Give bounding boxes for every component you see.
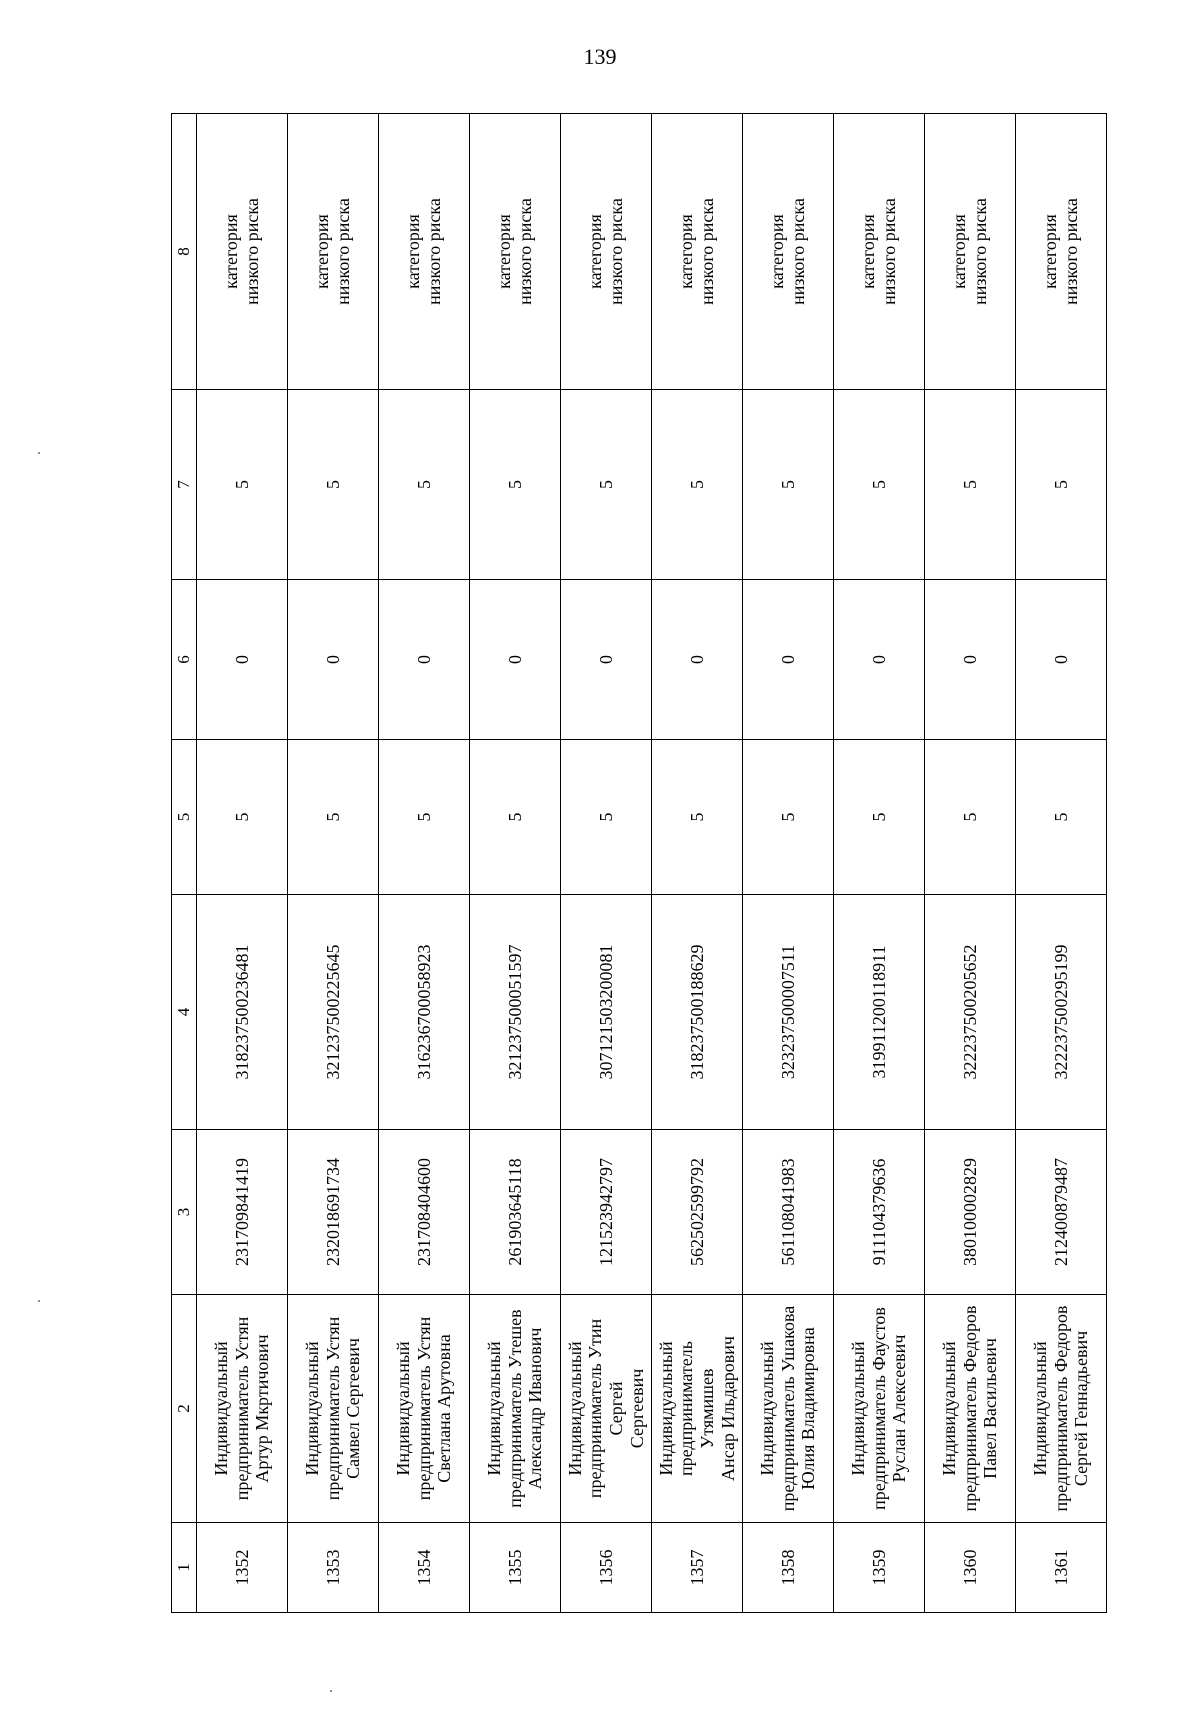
table-row (834, 114, 925, 1613)
column-5-cell-text: 5 (1050, 812, 1071, 822)
ogrnip-cell (561, 895, 652, 1130)
inn-cell (1016, 1130, 1107, 1295)
column-7-cell-text: 5 (413, 480, 434, 489)
risk-category-cell-text: низкого риска (606, 198, 626, 305)
inn-cell-text: 561108041983 (777, 1158, 798, 1266)
entrepreneur-name-cell-text: предприниматель Устян (231, 1316, 252, 1501)
entrepreneur-name-cell-text: Индивидуальный (847, 1341, 868, 1476)
inn-cell (652, 1130, 743, 1295)
row-number-cell (561, 1523, 652, 1613)
entrepreneur-name-cell-text: предприниматель Устян (413, 1316, 434, 1501)
table-row (743, 114, 834, 1613)
column-5-cell-text: 5 (868, 812, 889, 822)
column-5-cell-text: 5 (504, 812, 525, 822)
column-7-cell (925, 390, 1016, 580)
risk-category-cell (470, 114, 561, 390)
ogrnip-cell (288, 895, 379, 1130)
registry-table-body (197, 114, 1107, 1613)
row-number-cell (197, 1523, 288, 1613)
entrepreneur-name-cell-text: предприниматель Утешев (504, 1309, 525, 1508)
column-5-cell-text: 5 (322, 812, 343, 822)
entrepreneur-name-cell (379, 1295, 470, 1523)
column-header: 5 (172, 740, 197, 895)
entrepreneur-name-cell-text: Юлия Владимировна (798, 1327, 819, 1490)
entrepreneur-name-cell (470, 1295, 561, 1523)
risk-category-cell (743, 114, 834, 390)
ogrnip-cell (379, 895, 470, 1130)
column-header: 1 (172, 1523, 197, 1613)
column-7-cell (197, 390, 288, 580)
inn-cell-text: 562502599792 (686, 1158, 707, 1266)
table-row (561, 114, 652, 1613)
entrepreneur-name-cell-text: Индивидуальный (210, 1341, 231, 1476)
inn-cell-text: 212400879487 (1050, 1158, 1071, 1266)
inn-cell (834, 1130, 925, 1295)
registry-table-frame (171, 114, 1107, 1613)
column-7-cell (652, 390, 743, 580)
risk-category-cell-text: категория (403, 214, 424, 289)
entrepreneur-name-cell-text: предприниматель Утин Сергей (585, 1318, 626, 1499)
ogrnip-cell (1016, 895, 1107, 1130)
row-number-cell (925, 1523, 1016, 1613)
column-5-cell-text: 5 (959, 812, 980, 822)
inn-cell (288, 1130, 379, 1295)
risk-category-cell (197, 114, 288, 390)
ogrnip-cell-text: 316236700058923 (413, 944, 434, 1080)
column-6-cell-text: 0 (504, 655, 525, 664)
ogrnip-cell-text: 323237500007511 (777, 944, 798, 1080)
ogrnip-cell-text: 321237500051597 (504, 944, 525, 1080)
column-5-cell-text: 5 (231, 812, 252, 822)
entrepreneur-name-cell-text: Самвел Сергеевич (343, 1338, 364, 1479)
column-header: 4 (172, 895, 197, 1130)
page-number: 139 (583, 44, 617, 69)
row-number-cell (834, 1523, 925, 1613)
row-number-cell (743, 1523, 834, 1613)
column-6-cell (288, 580, 379, 740)
risk-category-cell-text: категория (676, 214, 697, 289)
inn-cell-text: 232018691734 (322, 1158, 343, 1266)
risk-category-cell-text: категория (221, 214, 242, 289)
column-6-cell (925, 580, 1016, 740)
column-5-cell-text: 5 (413, 812, 434, 822)
entrepreneur-name-cell (743, 1295, 834, 1523)
entrepreneur-name-cell-text: Индивидуальный (1029, 1341, 1050, 1476)
column-5-cell (834, 740, 925, 895)
entrepreneur-name-cell-text: предприниматель Фаустов (868, 1307, 889, 1510)
column-6-cell-text: 0 (231, 655, 252, 664)
column-7-cell-text: 5 (231, 480, 252, 489)
entrepreneur-name-cell (288, 1295, 379, 1523)
column-6-cell (470, 580, 561, 740)
entrepreneur-name-cell-text: Индивидуальный (756, 1341, 777, 1476)
column-7-cell-text: 5 (686, 480, 707, 489)
risk-category-cell-text: низкого риска (515, 198, 535, 305)
column-header: 2 (172, 1295, 197, 1523)
ogrnip-cell (197, 895, 288, 1130)
column-6-cell-text: 0 (1050, 655, 1071, 664)
risk-category-cell (379, 114, 470, 390)
risk-category-cell-text: низкого риска (424, 198, 444, 305)
entrepreneur-name-cell (561, 1295, 652, 1523)
column-6-cell (652, 580, 743, 740)
entrepreneur-name-cell-text: Индивидуальный (483, 1341, 504, 1476)
risk-category-cell (288, 114, 379, 390)
entrepreneur-name-cell (652, 1295, 743, 1523)
column-7-cell-text: 5 (868, 480, 889, 489)
column-6-cell (834, 580, 925, 740)
risk-category-cell-text: низкого риска (879, 198, 899, 305)
row-number-cell-text: 1353 (322, 1549, 343, 1586)
row-number-cell-text: 1357 (686, 1549, 707, 1586)
column-6-cell-text: 0 (777, 655, 798, 664)
risk-category-cell (652, 114, 743, 390)
inn-cell-text: 911104379636 (868, 1158, 889, 1266)
row-number-cell (1016, 1523, 1107, 1613)
ogrnip-cell-text: 318237500236481 (231, 944, 252, 1080)
risk-category-cell-text: категория (494, 214, 515, 289)
inn-cell (561, 1130, 652, 1295)
table-row (1016, 114, 1107, 1613)
table-row (925, 114, 1016, 1613)
entrepreneur-name-cell-text: предприниматель Утямишев (676, 1341, 717, 1476)
scan-speck (330, 1690, 332, 1692)
column-6-cell (1016, 580, 1107, 740)
column-6-cell (561, 580, 652, 740)
risk-category-cell-text: категория (949, 214, 970, 289)
risk-category-cell-text: категория (858, 214, 879, 289)
row-number-cell-text: 1354 (413, 1549, 434, 1586)
scan-speck (38, 1300, 40, 1302)
column-5-cell-text: 5 (595, 812, 616, 822)
column-7-cell (470, 390, 561, 580)
column-5-cell-text: 5 (777, 812, 798, 822)
risk-category-cell-text: низкого риска (333, 198, 353, 305)
row-number-cell (470, 1523, 561, 1613)
inn-cell-text: 231709841419 (231, 1158, 252, 1266)
column-7-cell (834, 390, 925, 580)
entrepreneur-name-cell-text: предприниматель Федоров (1050, 1305, 1071, 1512)
entrepreneur-name-cell (925, 1295, 1016, 1523)
table-row (288, 114, 379, 1613)
column-5-cell-text: 5 (686, 812, 707, 822)
ogrnip-cell-text: 318237500188629 (686, 944, 707, 1080)
column-header: 3 (172, 1130, 197, 1295)
risk-category-cell (925, 114, 1016, 390)
column-7-cell-text: 5 (959, 480, 980, 489)
column-5-cell (561, 740, 652, 895)
risk-category-cell-text: низкого риска (1061, 198, 1081, 305)
table-row (652, 114, 743, 1613)
column-5-cell (288, 740, 379, 895)
row-number-cell-text: 1361 (1050, 1549, 1071, 1586)
registry-table-rotated (171, 114, 1107, 1613)
entrepreneur-name-cell-text: Индивидуальный (564, 1341, 585, 1476)
risk-category-cell (561, 114, 652, 390)
column-6-cell (197, 580, 288, 740)
column-7-cell-text: 5 (504, 480, 525, 489)
entrepreneur-name-cell (834, 1295, 925, 1523)
column-7-cell (1016, 390, 1107, 580)
entrepreneur-name-cell-text: Индивидуальный (655, 1341, 676, 1476)
table-row (197, 114, 288, 1613)
column-6-cell-text: 0 (868, 655, 889, 664)
column-6-cell-text: 0 (686, 655, 707, 664)
column-6-cell (743, 580, 834, 740)
entrepreneur-name-cell-text: предприниматель Устян (322, 1316, 343, 1501)
risk-category-cell-text: категория (1040, 214, 1061, 289)
column-5-cell (1016, 740, 1107, 895)
row-number-cell (379, 1523, 470, 1613)
column-6-cell-text: 0 (322, 655, 343, 664)
entrepreneur-name-cell (1016, 1295, 1107, 1523)
entrepreneur-name-cell-text: Александр Иванович (525, 1327, 546, 1490)
column-5-cell (652, 740, 743, 895)
risk-category-cell-text: низкого риска (697, 198, 717, 305)
inn-cell-text: 121523942797 (595, 1158, 616, 1266)
entrepreneur-name-cell-text: Светлана Арутовна (434, 1334, 455, 1483)
inn-cell (470, 1130, 561, 1295)
entrepreneur-name-cell-text: Индивидуальный (301, 1341, 322, 1476)
risk-category-cell-text: категория (767, 214, 788, 289)
ogrnip-cell (834, 895, 925, 1130)
inn-cell (197, 1130, 288, 1295)
risk-category-cell-text: низкого риска (788, 198, 808, 305)
inn-cell-text: 231708404600 (413, 1158, 434, 1266)
column-6-cell-text: 0 (595, 655, 616, 664)
column-5-cell (379, 740, 470, 895)
row-number-cell-text: 1356 (595, 1549, 616, 1586)
entrepreneur-name-cell-text: Павел Васильевич (980, 1338, 1001, 1479)
risk-category-cell-text: категория (585, 214, 606, 289)
ogrnip-cell-text: 322237500295199 (1050, 944, 1071, 1080)
column-7-cell (379, 390, 470, 580)
entrepreneur-name-cell-text: предприниматель Ушакова (777, 1305, 798, 1512)
column-header: 6 (172, 580, 197, 740)
scan-speck (38, 452, 40, 454)
column-header: 8 (172, 114, 197, 390)
entrepreneur-name-cell-text: Индивидуальный (938, 1341, 959, 1476)
ogrnip-cell-text: 319911200118911 (868, 945, 889, 1079)
column-7-cell-text: 5 (1050, 480, 1071, 489)
row-number-cell-text: 1360 (959, 1549, 980, 1586)
header-row (172, 114, 197, 1613)
row-number-cell-text: 1359 (868, 1549, 889, 1586)
column-7-cell-text: 5 (777, 480, 798, 489)
column-6-cell-text: 0 (413, 655, 434, 664)
inn-cell (379, 1130, 470, 1295)
inn-cell-text: 380100002829 (959, 1158, 980, 1266)
risk-category-cell (1016, 114, 1107, 390)
column-7-cell-text: 5 (595, 480, 616, 489)
inn-cell-text: 261903645118 (504, 1158, 525, 1266)
row-number-cell-text: 1352 (231, 1549, 252, 1586)
ogrnip-cell-text: 307121503200081 (595, 944, 616, 1080)
column-header: 7 (172, 390, 197, 580)
risk-category-cell-text: низкого риска (970, 198, 990, 305)
risk-category-cell-text: категория (312, 214, 333, 289)
column-6-cell (379, 580, 470, 740)
column-5-cell (470, 740, 561, 895)
ogrnip-cell-text: 321237500225645 (322, 944, 343, 1080)
table-row (379, 114, 470, 1613)
entrepreneur-name-cell-text: Руслан Алексеевич (889, 1334, 910, 1483)
column-5-cell (925, 740, 1016, 895)
entrepreneur-name-cell-text: Сергеевич (626, 1368, 647, 1449)
entrepreneur-name-cell-text: Артур Мкртичович (252, 1334, 273, 1483)
column-7-cell (288, 390, 379, 580)
ogrnip-cell (925, 895, 1016, 1130)
ogrnip-cell (652, 895, 743, 1130)
row-number-cell (288, 1523, 379, 1613)
column-7-cell (743, 390, 834, 580)
row-number-cell-text: 1355 (504, 1549, 525, 1586)
registry-table (171, 113, 1107, 1613)
entrepreneur-name-cell (197, 1295, 288, 1523)
inn-cell (925, 1130, 1016, 1295)
ogrnip-cell-text: 322237500205652 (959, 944, 980, 1080)
table-row (470, 114, 561, 1613)
column-5-cell (197, 740, 288, 895)
column-6-cell-text: 0 (959, 655, 980, 664)
row-number-cell-text: 1358 (777, 1549, 798, 1586)
entrepreneur-name-cell-text: Индивидуальный (392, 1341, 413, 1476)
risk-category-cell (834, 114, 925, 390)
row-number-cell (652, 1523, 743, 1613)
column-5-cell (743, 740, 834, 895)
ogrnip-cell (470, 895, 561, 1130)
inn-cell (743, 1130, 834, 1295)
column-7-cell (561, 390, 652, 580)
risk-category-cell-text: низкого риска (242, 198, 262, 305)
entrepreneur-name-cell-text: предприниматель Федоров (959, 1305, 980, 1512)
entrepreneur-name-cell-text: Сергей Геннадьевич (1071, 1330, 1092, 1487)
entrepreneur-name-cell-text: Ансар Ильдарович (717, 1336, 738, 1481)
column-7-cell-text: 5 (322, 480, 343, 489)
ogrnip-cell (743, 895, 834, 1130)
